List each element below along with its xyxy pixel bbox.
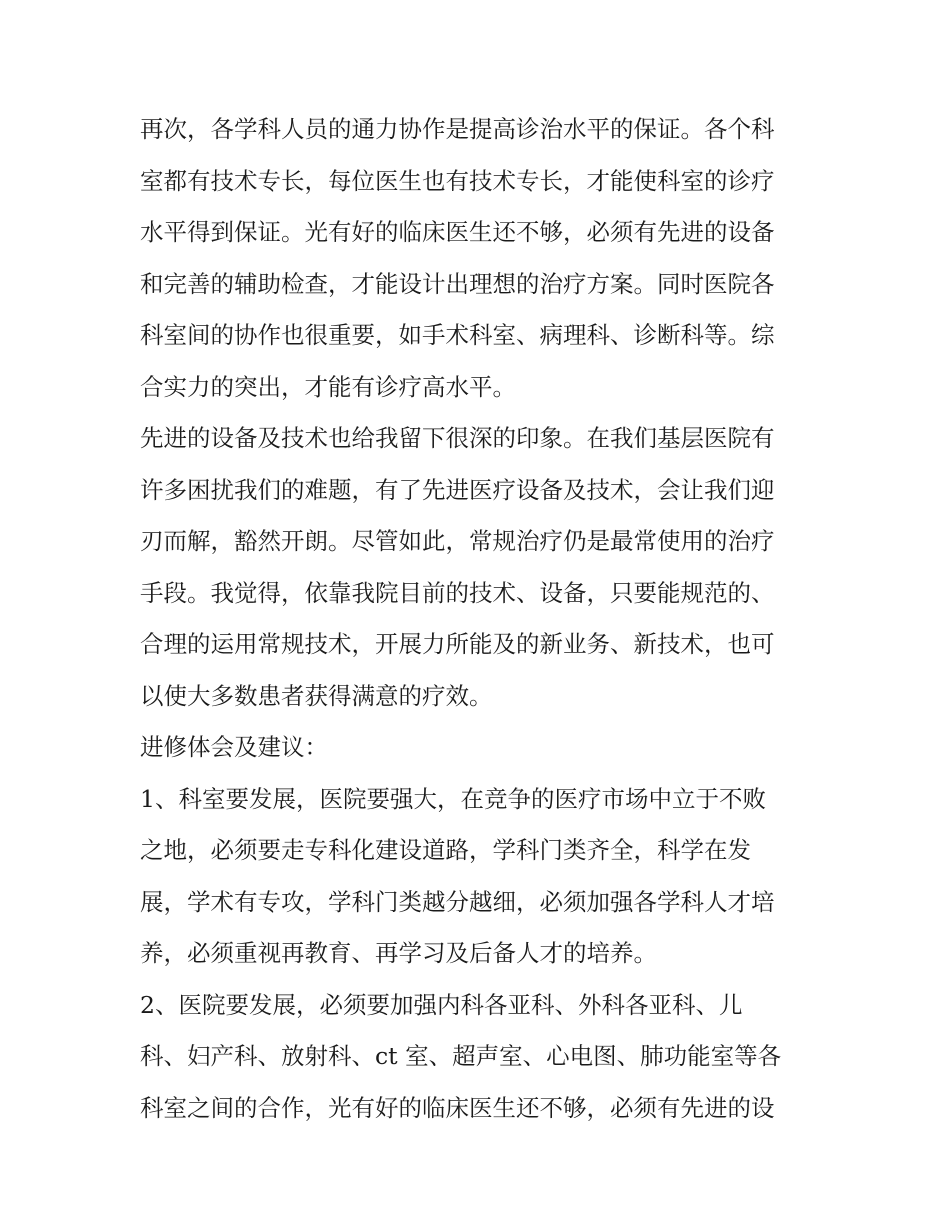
paragraph-collaboration [140, 104, 830, 413]
text-line: 2、医院要发展，必须要加强内科各亚科、外科各亚科、儿 [140, 990, 743, 1019]
text-line: 许多困扰我们的难题，有了先进医疗设备及技术，会让我们迎 [140, 475, 775, 504]
text-line: 展，学术有专攻，学科门类越分越细，必须加强各学科人才培 [140, 887, 775, 916]
text-line: 科、妇产科、放射科、ct 室、超声室、心电图、肺功能室等各 [140, 1042, 782, 1070]
document-body [140, 104, 830, 1134]
text-line: 先进的设备及技术也给我留下很深的印象。在我们基层医院有 [140, 424, 775, 452]
section-heading-suggestions [140, 722, 830, 774]
text-line: 水平得到保证。光有好的临床医生还不够，必须有先进的设备 [140, 218, 775, 246]
text-line: 合理的运用常规技术，开展力所能及的新业务、新技术，也可 [140, 630, 775, 658]
text-line: 1、科室要发展，医院要强大，在竞争的医疗市场中立于不败 [140, 784, 766, 813]
text-line: 之地，必须要走专科化建设道路，学科门类齐全，科学在发 [140, 836, 751, 864]
text-line: 室都有技术专长，每位医生也有技术专长，才能使科室的诊疗 [140, 166, 775, 195]
text-line: 以使大多数患者获得满意的疗效。 [140, 681, 493, 710]
text-line: 再次，各学科人员的通力协作是提高诊治水平的保证。各个科 [140, 115, 775, 143]
text-line: 科室间的协作也很重要，如手术科室、病理科、诊断科等。综 [140, 321, 775, 349]
text-line: 刃而解，豁然开朗。尽管如此，常规治疗仍是最常使用的治疗 [140, 527, 775, 555]
paragraph-equipment [140, 413, 830, 722]
heading-line: 进修体会及建议： [140, 733, 328, 761]
text-line: 合实力的突出，才能有诊疗高水平。 [140, 372, 516, 401]
paragraph-suggestion-2 [140, 980, 830, 1135]
text-line: 手段。我觉得，依靠我院目前的技术、设备，只要能规范的、 [140, 578, 775, 607]
text-line: 科室之间的合作，光有好的临床医生还不够，必须有先进的设 [140, 1093, 775, 1122]
paragraph-suggestion-1 [140, 774, 830, 980]
text-line: 养，必须重视再教育、再学习及后备人才的培养。 [140, 939, 657, 967]
text-line: 和完善的辅助检查，才能设计出理想的治疗方案。同时医院各 [140, 269, 775, 298]
